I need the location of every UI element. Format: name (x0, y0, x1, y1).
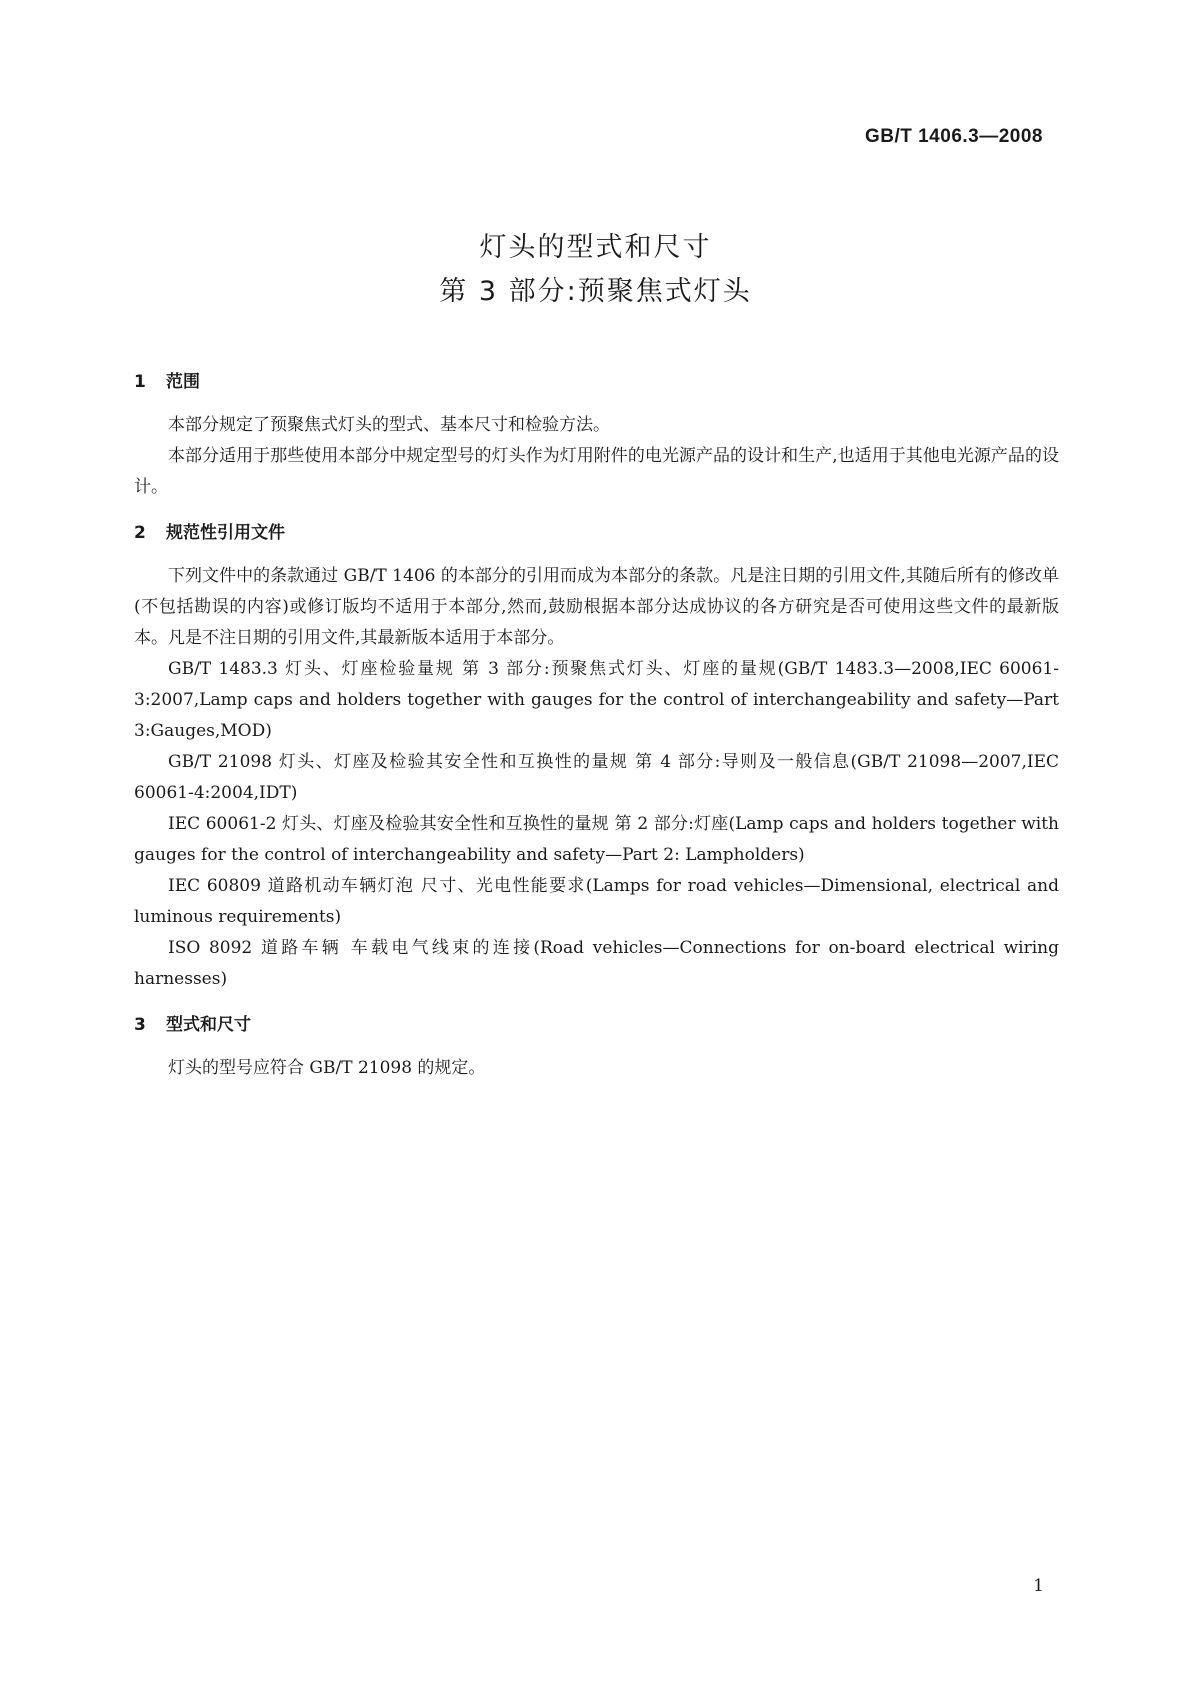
document-title (0, 226, 1191, 314)
section-3-heading (134, 1011, 1059, 1039)
reference-item: IEC 60061-2 灯头、灯座及检验其安全性和互换性的量规 第 2 部分:灯座(Lamp caps and holders together with gauges for the control of interchangeability and safety—Part 2: Lampholders) (134, 814, 1059, 865)
paragraph: 本部分规定了预聚焦式灯头的型式、基本尺寸和检验方法。 (168, 415, 610, 435)
title-line-2: 第 3 部分:预聚焦式灯头 (439, 276, 752, 307)
paragraph: 下列文件中的条款通过 GB/T 1406 的本部分的引用而成为本部分的条款。凡是注日期的引用文件,其随后所有的修改单(不包括勘误的内容)或修订版均不适用于本部分,然而,鼓励根据本部分达成协议的各方研究是否可使用这些文件的最新版本。凡是不注日期的引用文件,其最新版本适用于本部分。 (134, 566, 1059, 648)
title-line-1: 灯头的型式和尺寸 (479, 232, 712, 263)
reference-item: IEC 60809 道路机动车辆灯泡 尺寸、光电性能要求(Lamps for road vehicles—Dimensional, electrical and luminous requirements) (134, 876, 1059, 927)
section-number: 2 (134, 523, 146, 543)
section-number: 1 (134, 372, 146, 392)
paragraph: 灯头的型号应符合 GB/T 21098 的规定。 (168, 1058, 486, 1078)
section-title: 范围 (166, 372, 200, 392)
document-body (134, 368, 1059, 1084)
section-2-heading (134, 519, 1059, 547)
standard-code: GB/T 1406.3—2008 (864, 126, 1043, 147)
paragraph: 本部分适用于那些使用本部分中规定型号的灯头作为灯用附件的电光源产品的设计和生产,也适用于其他电光源产品的设计。 (134, 446, 1059, 497)
section-number: 3 (134, 1015, 146, 1035)
reference-item: GB/T 1483.3 灯头、灯座检验量规 第 3 部分:预聚焦式灯头、灯座的量规(GB/T 1483.3—2008,IEC 60061-3:2007,Lamp caps and holders together with gauges for the control of interchangeability and safety—Part 3:Gauges,MOD) (134, 659, 1059, 741)
section-1-heading (134, 368, 1059, 396)
reference-item: ISO 8092 道路车辆 车载电气线束的连接(Road vehicles—Connections for on-board electrical wiring harnesses) (134, 938, 1059, 989)
section-title: 型式和尺寸 (166, 1015, 251, 1035)
page-number: 1 (1033, 1576, 1044, 1596)
section-title: 规范性引用文件 (166, 523, 285, 543)
reference-item: GB/T 21098 灯头、灯座及检验其安全性和互换性的量规 第 4 部分:导则及一般信息(GB/T 21098—2007,IEC 60061-4:2004,IDT) (134, 752, 1059, 803)
